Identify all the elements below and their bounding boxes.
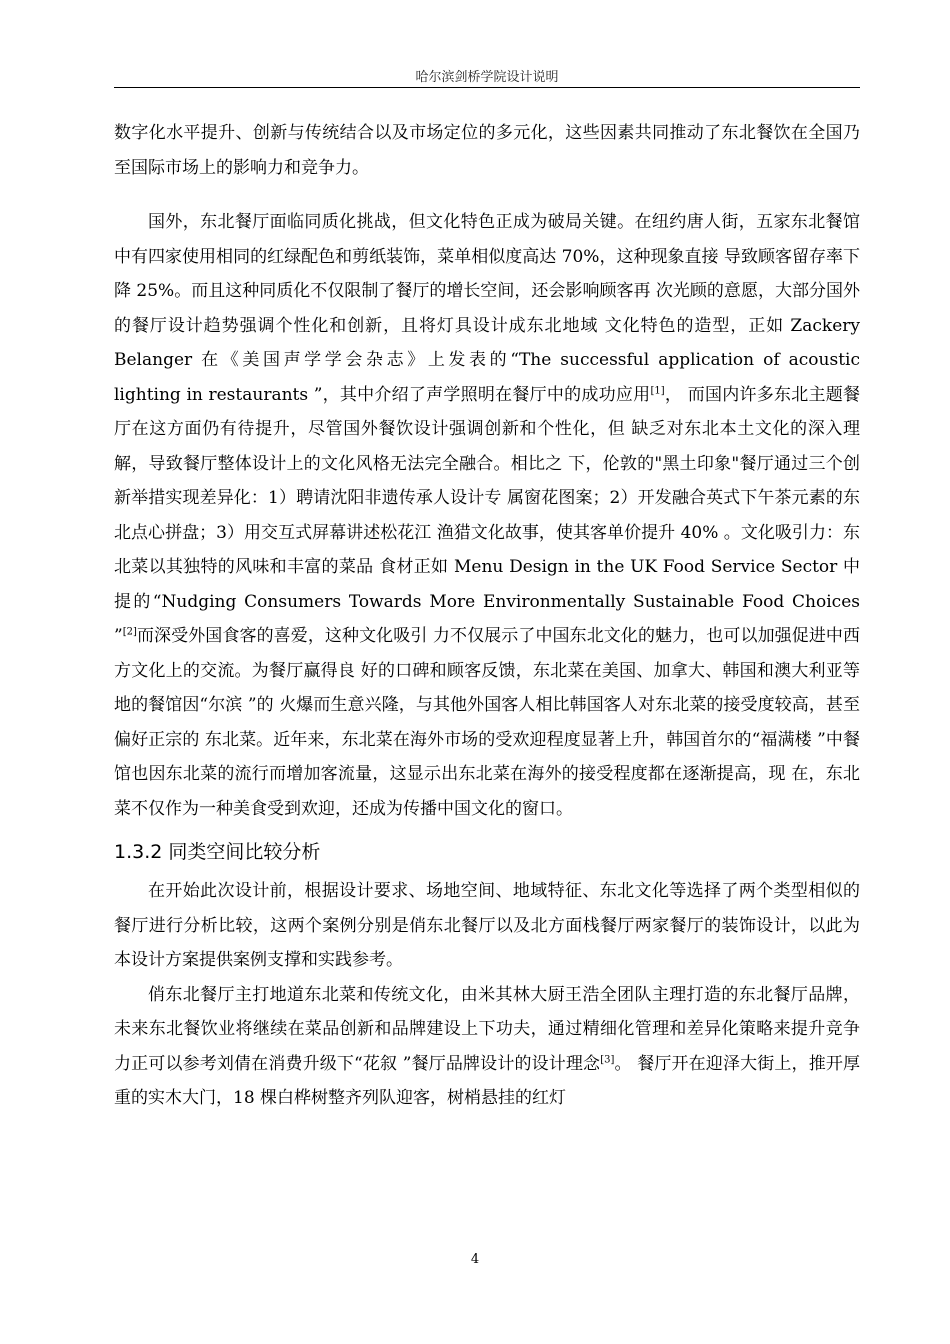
page-header-title: 哈尔滨剑桥学院设计说明: [415, 70, 559, 85]
paragraph-2-text-b: ， 而国内许多东北主题餐厅在这方面仍有待提升，尽管国外餐饮设计强调创新和个性化，但 缺乏对东北本土文化的深入理解，导致餐厅整体设计上的文化风格无法完全融合。相比之 下，伦敦的"黑土印象"餐厅通过三个创新举措实现差异化：1）聘请沈阳非遗传承人设计专 属窗花图案；2）开发融合英式下午茶元素的东北点心拼盘；3）用交互式屏幕讲述松花江 渔猎文化故事，使其客单价提升 40% 。文化吸引力：东北菜以其独特的风味和丰富的菜品 食材正如 Menu Design in the UK Food Service Sector 中提的“Nudging Consumers Towards More Environmentally Sustainable Food Choices ”: [114, 384, 861, 646]
citation-1: [1]: [650, 384, 665, 396]
paragraph-4-text-a: 俏东北餐厅主打地道东北菜和传统文化，由米其林大厨王浩全团队主理打造的东北餐厅品牌，未来东北餐饮业将继续在菜品创新和品牌建设上下功夫，通过精细化管理和差异化策略来提升竞争力正可以参考刘倩在消费升级下“花叙 ”餐厅品牌设计的设计理念: [114, 984, 860, 1074]
document-body: [114, 116, 860, 1116]
header-divider: [114, 87, 860, 88]
paragraph-2-text-a: 国外，东北餐厅面临同质化挑战，但文化特色正成为破局关键。在纽约唐人街，五家东北餐馆中有四家使用相同的红绿配色和剪纸装饰，菜单相似度高达 70%，这种现象直接 导致顾客留存率下降 25%。而且这种同质化不仅限制了餐厅的增长空间，还会影响顾客再 次光顾的意愿，大部分国外的餐厅设计趋势强调个性化和创新，且将灯具设计成东北地域 文化特色的造型，正如 Zackery Belanger 在《美国声学学会杂志》上发表的“The successful application of acoustic lighting in restaurants ”，其中介绍了声学照明在餐厅中的成功应用: [114, 212, 860, 405]
paragraph-gap: [114, 185, 860, 205]
section-heading: 1.3.2 同类空间比较分析: [114, 841, 321, 863]
paragraph-3: 在开始此次设计前，根据设计要求、场地空间、地域特征、东北文化等选择了两个类型相似的餐厅进行分析比较，这两个案例分别是俏东北餐厅以及北方面栈餐厅两家餐厅的装饰设计，以此为本设计方案提供案例支撑和实践参考。: [114, 881, 860, 970]
paragraph-4-text-b: 。 餐厅开在迎泽大街上，推开厚重的实木大门，18 棵白桦树整齐列队迎客，树梢悬挂的红灯: [114, 1053, 860, 1108]
page-number: 4: [470, 1252, 480, 1267]
citation-3: [3]: [600, 1053, 615, 1065]
citation-2: [2]: [122, 626, 137, 638]
paragraph-2-text-c: 而深受外国食客的喜爱，这种文化吸引 力不仅展示了中国东北文化的魅力，也可以加强促进中西方文化上的交流。为餐厅赢得良 好的口碑和顾客反馈，东北菜在美国、加拿大、韩国和澳大利亚等地的餐馆因“尔滨 ”的 火爆而生意兴隆，与其他外国客人相比韩国客人对东北菜的接受度较高，甚至偏好正宗的 东北菜。近年来，东北菜在海外市场的受欢迎程度显著上升，韩国首尔的“福满楼 ”中餐 馆也因东北菜的流行而增加客流量，这显示出东北菜在海外的接受程度都在逐渐提高，现 在，东北菜不仅作为一种美食受到欢迎，还成为传播中国文化的窗口。: [114, 626, 860, 819]
paragraph-2: [114, 205, 860, 826]
paragraph-4: [114, 978, 860, 1116]
paragraph-1: 数字化水平提升、创新与传统结合以及市场定位的多元化，这些因素共同推动了东北餐饮在全国乃至国际市场上的影响力和竞争力。: [114, 123, 860, 178]
